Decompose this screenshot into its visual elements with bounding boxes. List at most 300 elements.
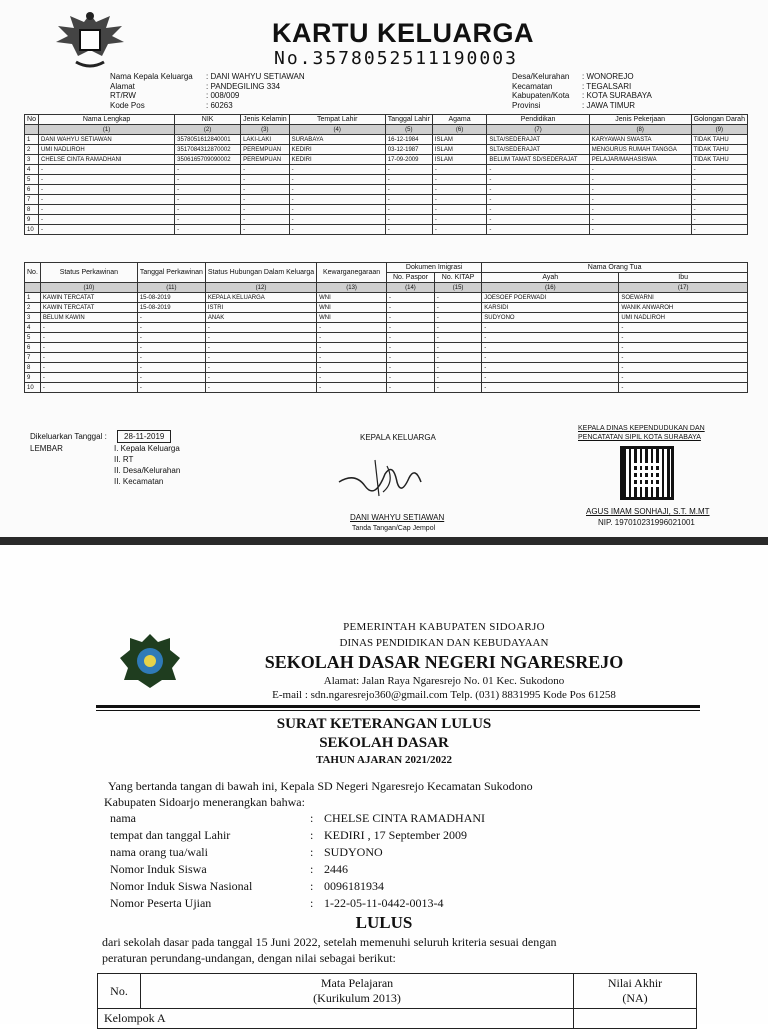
- garuda-emblem-icon: [50, 6, 130, 76]
- th-score-label: Nilai Akhir: [607, 976, 663, 990]
- th-father: Ayah: [482, 273, 619, 283]
- status-cell: -: [482, 343, 619, 353]
- column-code: (12): [205, 283, 316, 293]
- member-cell: -: [691, 205, 747, 215]
- member-cell: -: [432, 165, 487, 175]
- status-cell: 15-08-2019: [137, 303, 205, 313]
- status-cell: -: [40, 323, 137, 333]
- member-cell: -: [487, 175, 589, 185]
- member-cell: -: [487, 195, 589, 205]
- lembar-item: II. Kecamatan: [114, 477, 164, 486]
- th-passport: No. Paspor: [387, 273, 435, 283]
- th-immigration: Dokumen Imigrasi: [387, 263, 482, 273]
- member-cell: -: [589, 175, 691, 185]
- letter-title: SURAT KETERANGAN LULUS: [276, 716, 492, 732]
- th-col: No: [25, 115, 39, 125]
- body-line-2: peraturan perundang-undangan, dengan nilai sebagai berikut:: [102, 951, 396, 965]
- member-cell: -: [691, 165, 747, 175]
- th-col: Jenis Pekerjaan: [589, 115, 691, 125]
- th-no: No.: [98, 974, 141, 1009]
- status-row: [25, 323, 748, 333]
- dinas-name: AGUS IMAM SONHAJI, S.T. M.MT: [586, 507, 710, 516]
- th-relation: Status Hubungan Dalam Keluarga: [205, 263, 316, 283]
- member-cell: -: [241, 175, 290, 185]
- member-cell: -: [589, 215, 691, 225]
- status-cell: 2: [25, 303, 41, 313]
- member-cell: SURABAYA: [289, 135, 385, 145]
- status-cell: -: [317, 353, 387, 363]
- status-cell: JOESOEF POERWADI: [482, 293, 619, 303]
- group-a: Kelompok A: [98, 1009, 574, 1029]
- member-cell: -: [385, 185, 432, 195]
- status-cell: -: [434, 343, 481, 353]
- head-signature-icon: [335, 452, 425, 502]
- label-city: Kabupaten/Kota: [512, 91, 570, 100]
- member-cell: 3578051612840001: [175, 135, 241, 145]
- card-number: No.3578052511190003: [274, 48, 518, 69]
- status-cell: -: [137, 343, 205, 353]
- member-row: [25, 195, 748, 205]
- member-cell: ISLAM: [432, 135, 487, 145]
- member-cell: 3506165709090002: [175, 155, 241, 165]
- th-score-na: (NA): [622, 991, 648, 1005]
- column-code: (13): [317, 283, 387, 293]
- status-cell: -: [40, 343, 137, 353]
- status-cell: -: [205, 353, 316, 363]
- status-cell: KAWIN TERCATAT: [40, 303, 137, 313]
- member-cell: -: [241, 185, 290, 195]
- member-cell: -: [589, 205, 691, 215]
- grades-table: [97, 973, 697, 1029]
- member-cell: -: [175, 215, 241, 225]
- status-cell: WNI: [317, 313, 387, 323]
- member-cell: -: [175, 175, 241, 185]
- status-cell: -: [482, 333, 619, 343]
- status-cell: -: [40, 373, 137, 383]
- member-cell: -: [241, 215, 290, 225]
- status-cell: SUDYONO: [482, 313, 619, 323]
- member-cell: -: [289, 195, 385, 205]
- th-kitap: No. KITAP: [434, 273, 481, 283]
- column-code: (10): [40, 283, 137, 293]
- member-cell: 3517084312870002: [175, 145, 241, 155]
- member-cell: KEDIRI: [289, 155, 385, 165]
- member-cell: -: [175, 205, 241, 215]
- value-rtrw: : 008/009: [206, 91, 240, 100]
- column-code: (16): [482, 283, 619, 293]
- status-row: [25, 353, 748, 363]
- th-col: Nama Lengkap: [38, 115, 174, 125]
- status-cell: ISTRI: [205, 303, 316, 313]
- status-cell: UMI NADLIROH: [619, 313, 748, 323]
- member-cell: -: [385, 175, 432, 185]
- status-cell: -: [434, 363, 481, 373]
- member-cell: -: [241, 205, 290, 215]
- value-village: : WONOREJO: [582, 72, 634, 81]
- member-cell: 9: [25, 215, 39, 225]
- member-cell: -: [241, 165, 290, 175]
- status-cell: -: [387, 353, 435, 363]
- head-name: DANI WAHYU SETIAWAN: [350, 513, 445, 522]
- member-cell: LAKI-LAKI: [241, 135, 290, 145]
- column-code: (7): [487, 125, 589, 135]
- member-cell: -: [691, 185, 747, 195]
- status-cell: -: [619, 353, 748, 363]
- label-address: Alamat: [110, 81, 135, 91]
- status-row: [25, 373, 748, 383]
- status-cell: -: [619, 373, 748, 383]
- status-cell: -: [387, 313, 435, 323]
- member-cell: -: [589, 195, 691, 205]
- status-cell: 3: [25, 313, 41, 323]
- member-cell: 2: [25, 145, 39, 155]
- member-row: [25, 215, 748, 225]
- intro-line-1: Yang bertanda tangan di bawah ini, Kepala SD Negeri Ngaresrejo Kecamatan Sukodono: [108, 779, 533, 793]
- status-cell: -: [619, 363, 748, 373]
- member-cell: TIDAK TAHU: [691, 155, 747, 165]
- member-cell: MENGURUS RUMAH TANGGA: [589, 145, 691, 155]
- lembar-item: II. Desa/Kelurahan: [114, 466, 181, 475]
- column-code: [25, 283, 41, 293]
- status-cell: -: [137, 333, 205, 343]
- status-cell: 6: [25, 343, 41, 353]
- status-cell: WANIK ANWAROH: [619, 303, 748, 313]
- member-row: [25, 225, 748, 235]
- member-cell: ISLAM: [432, 145, 487, 155]
- member-cell: -: [691, 195, 747, 205]
- status-cell: -: [137, 363, 205, 373]
- th-citizenship: Kewarganegaraan: [317, 263, 387, 283]
- status-cell: -: [482, 363, 619, 373]
- status-cell: -: [387, 383, 435, 393]
- status-row: [25, 333, 748, 343]
- issued-label: Dikeluarkan Tanggal: [30, 432, 103, 441]
- field-value: KEDIRI , 17 September 2009: [324, 828, 467, 842]
- field-value: CHELSE CINTA RAMADHANI: [324, 811, 486, 825]
- member-cell: -: [385, 225, 432, 235]
- status-cell: 5: [25, 333, 41, 343]
- member-cell: PEREMPUAN: [241, 145, 290, 155]
- member-row: [25, 205, 748, 215]
- member-cell: PEREMPUAN: [241, 155, 290, 165]
- member-cell: ISLAM: [432, 155, 487, 165]
- th-mother: Ibu: [619, 273, 748, 283]
- column-code: (5): [385, 125, 432, 135]
- value-city: : KOTA SURABAYA: [582, 91, 652, 100]
- field-value: SUDYONO: [324, 845, 383, 859]
- member-cell: PELAJAR/MAHASISWA: [589, 155, 691, 165]
- status-cell: -: [619, 333, 748, 343]
- member-cell: BELUM TAMAT SD/SEDERAJAT: [487, 155, 589, 165]
- member-cell: 4: [25, 165, 39, 175]
- field-value: 0096181934: [324, 879, 384, 893]
- th-curriculum: (Kurikulum 2013): [313, 991, 401, 1005]
- member-row: [25, 165, 748, 175]
- status-cell: -: [205, 323, 316, 333]
- status-row: [25, 303, 748, 313]
- status-cell: 8: [25, 363, 41, 373]
- field-value: 2446: [324, 862, 348, 876]
- status-cell: 9: [25, 373, 41, 383]
- th-parents: Nama Orang Tua: [482, 263, 748, 273]
- member-cell: 6: [25, 185, 39, 195]
- member-cell: -: [589, 165, 691, 175]
- lembar-item: II. RT: [114, 455, 134, 464]
- status-cell: -: [137, 323, 205, 333]
- status-cell: -: [434, 353, 481, 363]
- status-cell: -: [434, 333, 481, 343]
- th-subject: [141, 974, 574, 1009]
- member-cell: -: [385, 215, 432, 225]
- lembar-label: LEMBAR: [30, 444, 63, 453]
- th-marital: Status Perkawinan: [40, 263, 137, 283]
- th-col: Pendidikan: [487, 115, 589, 125]
- status-cell: -: [205, 333, 316, 343]
- member-cell: DANI WAHYU SETIAWAN: [38, 135, 174, 145]
- member-cell: 10: [25, 225, 39, 235]
- member-cell: -: [289, 205, 385, 215]
- member-cell: -: [289, 225, 385, 235]
- label-village: Desa/Kelurahan: [512, 72, 570, 81]
- status-cell: -: [434, 293, 481, 303]
- value-district: : TEGALSARI: [582, 81, 632, 91]
- status-row: [25, 313, 748, 323]
- column-code: (15): [434, 283, 481, 293]
- member-cell: -: [432, 225, 487, 235]
- status-cell: -: [619, 343, 748, 353]
- th-marriage-date: Tanggal Perkawinan: [137, 263, 205, 283]
- member-row: [25, 185, 748, 195]
- member-cell: -: [175, 185, 241, 195]
- status-cell: -: [434, 373, 481, 383]
- status-row: [25, 383, 748, 393]
- member-cell: 17-09-2009: [385, 155, 432, 165]
- th-score: [574, 974, 697, 1009]
- intro-line-2: Kabupaten Sidoarjo menerangkan bahwa:: [104, 795, 305, 809]
- member-cell: 7: [25, 195, 39, 205]
- member-cell: -: [175, 195, 241, 205]
- status-cell: -: [137, 383, 205, 393]
- status-cell: -: [205, 343, 316, 353]
- label-postal: Kode Pos: [110, 100, 145, 110]
- member-cell: 3: [25, 155, 39, 165]
- status-cell: -: [317, 383, 387, 393]
- value-head-name: : DANI WAHYU SETIAWAN: [206, 72, 305, 81]
- member-cell: -: [691, 225, 747, 235]
- status-cell: -: [137, 373, 205, 383]
- status-cell: -: [205, 383, 316, 393]
- member-cell: -: [38, 195, 174, 205]
- field-label: nama: [110, 811, 136, 825]
- status-cell: 4: [25, 323, 41, 333]
- label-rtrw: RT/RW: [110, 91, 136, 100]
- status-cell: -: [434, 323, 481, 333]
- member-row: [25, 155, 748, 165]
- school-name: SEKOLAH DASAR NEGERI NGARESREJO: [264, 652, 624, 672]
- member-cell: -: [289, 185, 385, 195]
- status-cell: 15-08-2019: [137, 293, 205, 303]
- status-row: [25, 343, 748, 353]
- member-cell: -: [691, 175, 747, 185]
- lembar-item: I. Kepala Keluarga: [114, 444, 180, 453]
- member-cell: SLTA/SEDERAJAT: [487, 145, 589, 155]
- status-cell: -: [482, 383, 619, 393]
- member-cell: -: [589, 185, 691, 195]
- body-line-1: dari sekolah dasar pada tanggal 15 Juni 2022, setelah memenuhi seluruh kriteria sesuai dengan: [102, 935, 557, 949]
- column-code: (3): [241, 125, 290, 135]
- member-cell: 16-12-1984: [385, 135, 432, 145]
- th-col: Golongan Darah: [691, 115, 747, 125]
- member-cell: -: [432, 215, 487, 225]
- member-cell: -: [175, 165, 241, 175]
- status-cell: -: [387, 293, 435, 303]
- head-signature-title: KEPALA KELUARGA: [360, 433, 436, 442]
- field-label: Nomor Induk Siswa: [110, 862, 207, 876]
- member-cell: -: [589, 225, 691, 235]
- member-cell: -: [38, 165, 174, 175]
- status-cell: -: [317, 373, 387, 383]
- status-cell: -: [434, 303, 481, 313]
- column-code: (9): [691, 125, 747, 135]
- status-cell: -: [317, 363, 387, 373]
- th-no: No.: [25, 263, 41, 283]
- status-cell: -: [619, 383, 748, 393]
- result-lulus: LULUS: [355, 913, 413, 932]
- member-cell: KEDIRI: [289, 145, 385, 155]
- head-info-right: [512, 72, 652, 110]
- field-label: tempat dan tanggal Lahir: [110, 828, 231, 842]
- members-table: [24, 114, 748, 235]
- member-cell: -: [487, 185, 589, 195]
- dinas-nip: NIP. 197010231996021001: [598, 518, 695, 527]
- status-cell: -: [40, 353, 137, 363]
- column-code: (17): [619, 283, 748, 293]
- label-province: Provinsi: [512, 100, 541, 110]
- member-cell: -: [289, 165, 385, 175]
- academic-year: TAHUN AJARAN 2021/2022: [315, 754, 453, 766]
- column-code: (4): [289, 125, 385, 135]
- member-cell: -: [175, 225, 241, 235]
- member-cell: -: [487, 215, 589, 225]
- member-cell: -: [38, 185, 174, 195]
- th-col: Agama: [432, 115, 487, 125]
- member-cell: -: [289, 215, 385, 225]
- member-cell: -: [691, 215, 747, 225]
- status-cell: -: [619, 323, 748, 333]
- label-district: Kecamatan: [512, 81, 553, 91]
- member-row: [25, 175, 748, 185]
- member-cell: -: [385, 165, 432, 175]
- qr-code-icon: [620, 446, 674, 500]
- status-cell: ANAK: [205, 313, 316, 323]
- card-title: KARTU KELUARGA: [272, 18, 534, 48]
- member-cell: 5: [25, 175, 39, 185]
- status-cell: -: [482, 323, 619, 333]
- member-cell: KARYAWAN SWASTA: [589, 135, 691, 145]
- head-caption: Tanda Tangan/Cap Jempol: [352, 525, 436, 532]
- member-cell: TIDAK TAHU: [691, 135, 747, 145]
- status-cell: -: [137, 313, 205, 323]
- letter-subtitle: SEKOLAH DASAR: [319, 735, 449, 751]
- status-cell: -: [387, 343, 435, 353]
- status-cell: -: [317, 323, 387, 333]
- issued-date: 28-11-2019: [117, 430, 171, 443]
- status-cell: -: [137, 353, 205, 363]
- member-cell: 1: [25, 135, 39, 145]
- status-cell: -: [387, 333, 435, 343]
- member-cell: -: [38, 225, 174, 235]
- status-cell: -: [387, 323, 435, 333]
- status-cell: 10: [25, 383, 41, 393]
- column-code: (1): [38, 125, 174, 135]
- status-cell: -: [40, 383, 137, 393]
- th-col: Tanggal Lahir: [385, 115, 432, 125]
- status-cell: -: [205, 363, 316, 373]
- value-address: : PANDEGILING 334: [206, 81, 281, 91]
- field-label: Nomor Induk Siswa Nasional: [110, 879, 253, 893]
- status-cell: -: [387, 303, 435, 313]
- dinas-title: KEPALA DINAS KEPENDUDUKAN DAN PENCATATAN SIPIL KOTA SURABAYA: [578, 425, 705, 441]
- value-province: : JAWA TIMUR: [582, 100, 636, 110]
- status-cell: KAWIN TERCATAT: [40, 293, 137, 303]
- member-cell: -: [241, 195, 290, 205]
- column-code: (6): [432, 125, 487, 135]
- field-label: nama orang tua/wali: [110, 845, 208, 859]
- status-row: [25, 293, 748, 303]
- column-code: (11): [137, 283, 205, 293]
- member-cell: -: [385, 205, 432, 215]
- member-cell: -: [487, 205, 589, 215]
- status-cell: -: [482, 353, 619, 363]
- status-cell: -: [317, 333, 387, 343]
- status-cell: WNI: [317, 303, 387, 313]
- member-cell: -: [241, 225, 290, 235]
- member-cell: -: [432, 195, 487, 205]
- dept-line: DINAS PENDIDIKAN DAN KEBUDAYAAN: [339, 637, 549, 649]
- field-value: 1-22-05-11-0442-0013-4: [324, 896, 444, 910]
- status-cell: -: [205, 373, 316, 383]
- th-subject-label: Mata Pelajaran: [320, 976, 394, 990]
- status-cell: 1: [25, 293, 41, 303]
- member-cell: TIDAK TAHU: [691, 145, 747, 155]
- status-cell: SOEWARNI: [619, 293, 748, 303]
- member-cell: -: [289, 175, 385, 185]
- school-address: Alamat: Jalan Raya Ngaresrejo No. 01 Kec. Sukodono: [323, 675, 565, 687]
- status-cell: WNI: [317, 293, 387, 303]
- column-code: (14): [387, 283, 435, 293]
- status-cell: BELUM KAWIN: [40, 313, 137, 323]
- member-cell: -: [38, 175, 174, 185]
- status-cell: -: [317, 343, 387, 353]
- status-cell: -: [434, 383, 481, 393]
- head-info-left: [110, 72, 305, 110]
- header-divider: [96, 705, 700, 711]
- member-cell: CHELSE CINTA RAMADHANI: [38, 155, 174, 165]
- member-cell: -: [38, 215, 174, 225]
- th-col: Tempat Lahir: [289, 115, 385, 125]
- column-code: [25, 125, 39, 135]
- status-cell: -: [387, 363, 435, 373]
- issue-block: Dikeluarkan Tanggal : 28-11-2019 LEMBAR I. Kepala Keluarga II. RT II. Desa/Kelurahan II. Kecamatan: [30, 432, 181, 486]
- graduation-letter: [0, 545, 768, 1024]
- member-cell: 03-12-1987: [385, 145, 432, 155]
- status-cell: -: [40, 333, 137, 343]
- status-cell: -: [387, 373, 435, 383]
- status-table: [24, 262, 748, 393]
- value-postal: : 60263: [206, 100, 233, 110]
- status-cell: -: [40, 363, 137, 373]
- column-code: (8): [589, 125, 691, 135]
